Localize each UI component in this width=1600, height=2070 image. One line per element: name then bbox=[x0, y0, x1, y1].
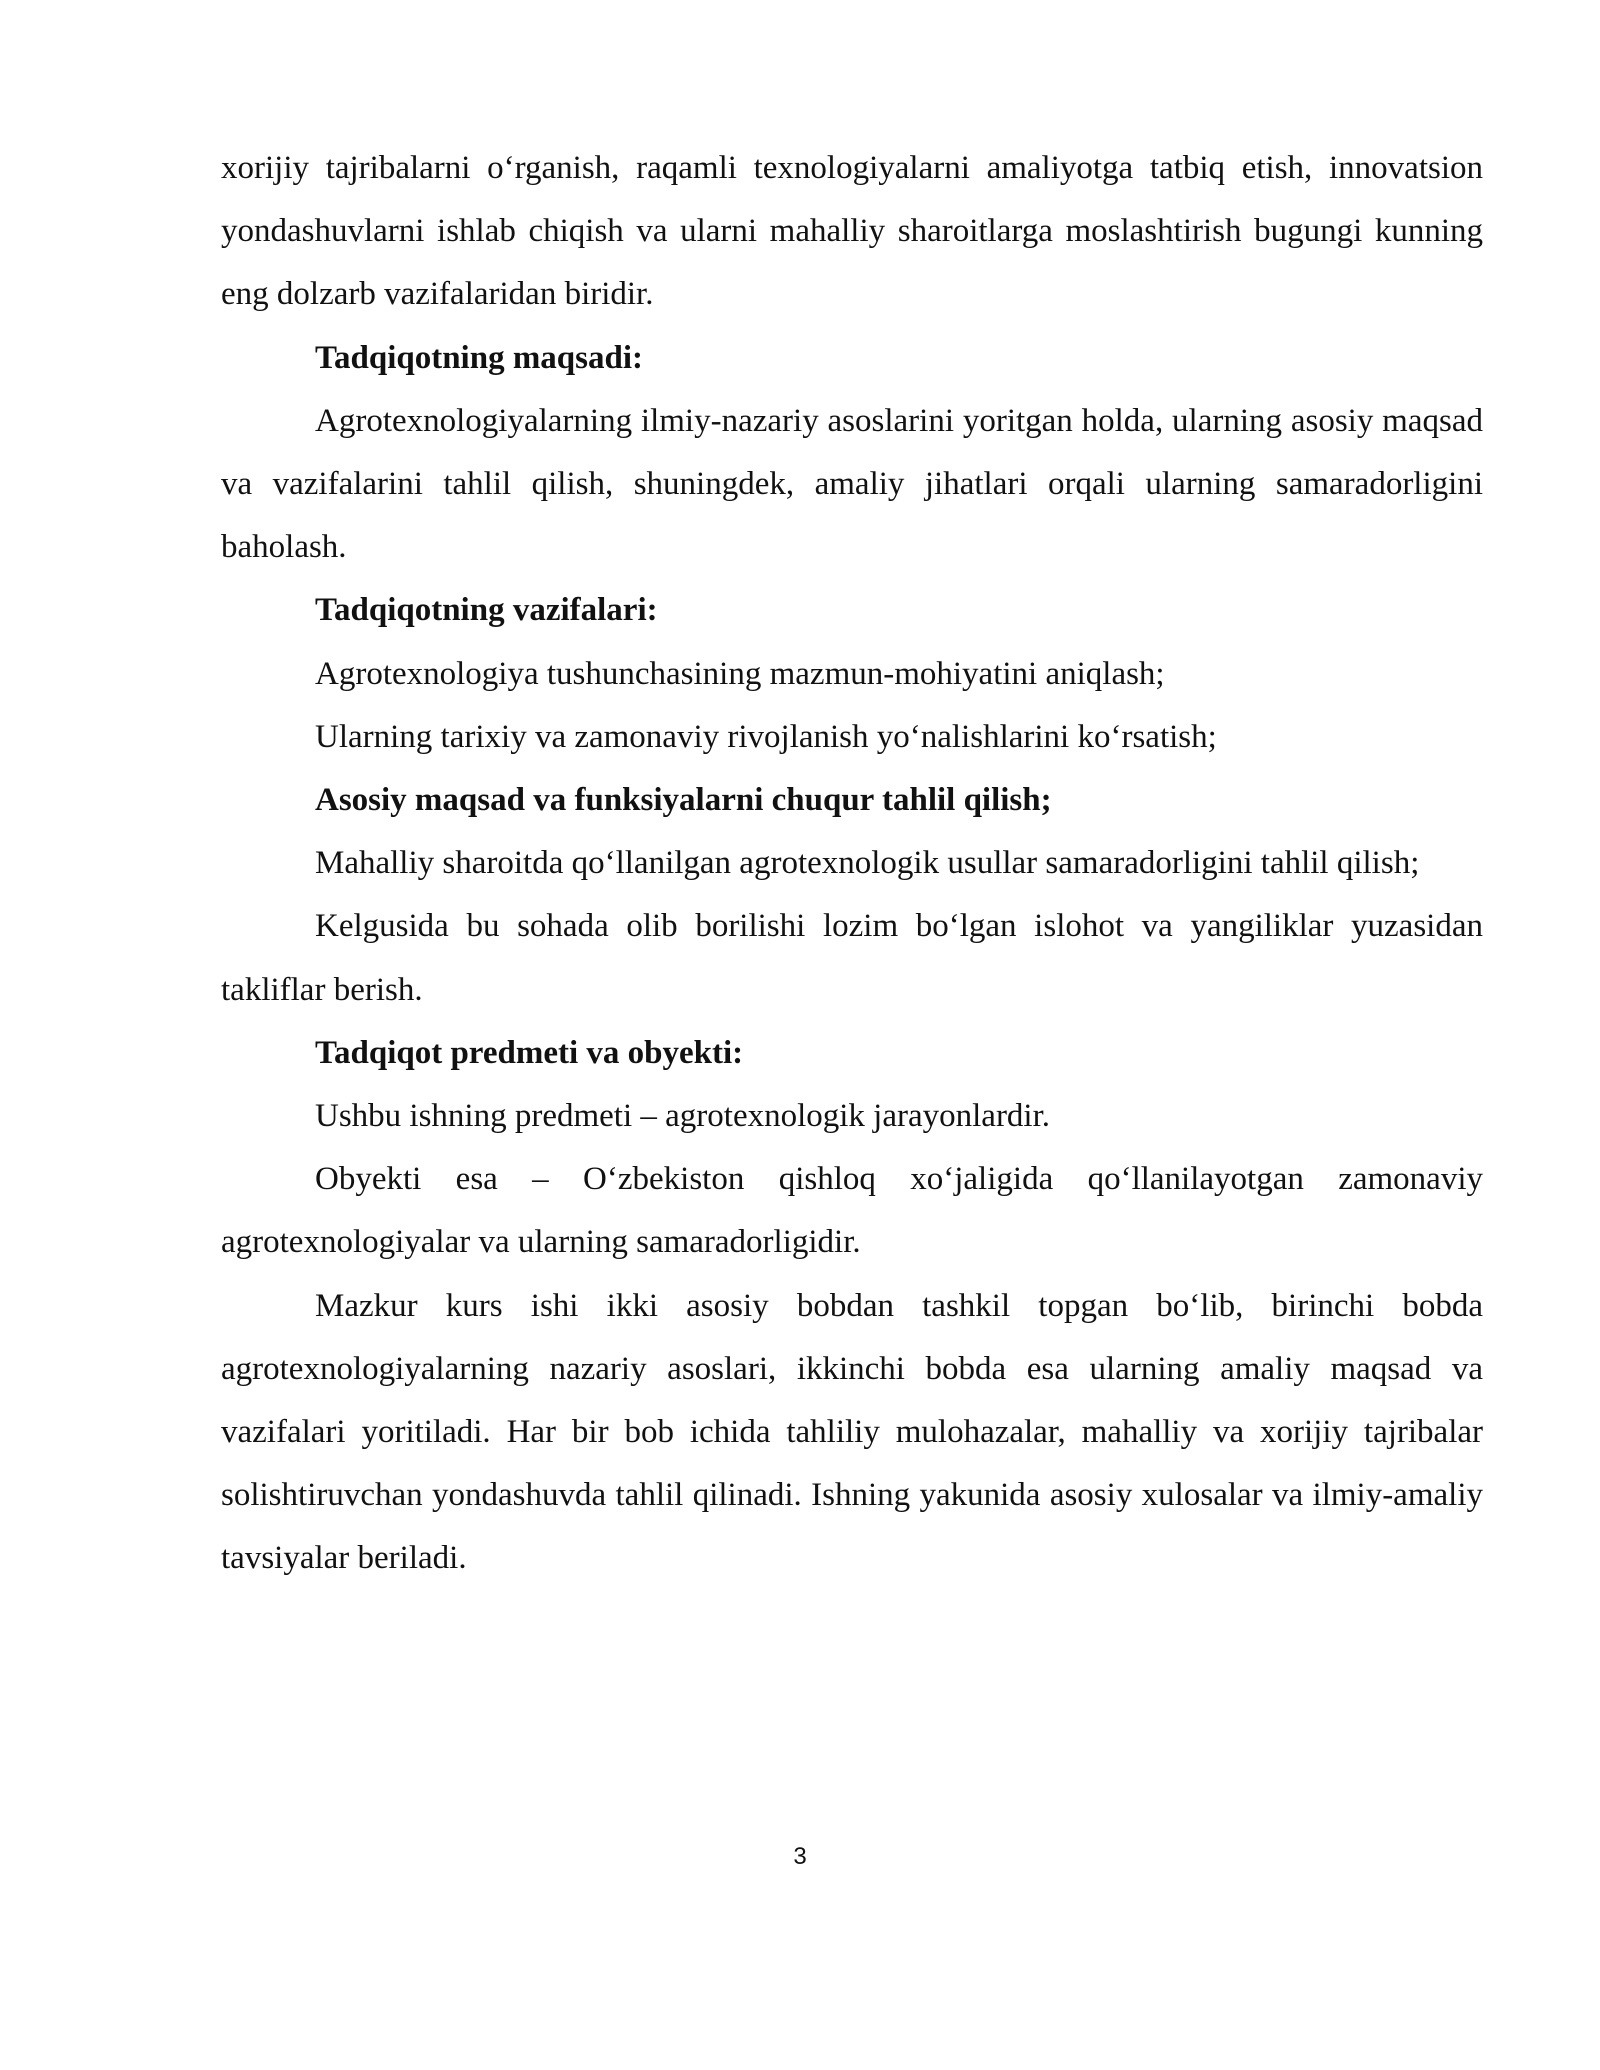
paragraph-subject: Ushbu ishning predmeti – agrotexnologik jarayonlardir. bbox=[315, 1098, 1051, 1135]
body-text bbox=[221, 137, 1483, 1591]
task-item-1: Agrotexnologiya tushunchasining mazmun-mohiyatini aniqlash; bbox=[315, 655, 1165, 692]
task-item-2: Ularning tarixiy va zamonaviy rivojlanish yo‘nalishlarini ko‘rsatish; bbox=[315, 718, 1217, 755]
heading-research-tasks: Tadqiqotning vazifalari: bbox=[315, 592, 658, 629]
heading-subject-object: Tadqiqot predmeti va obyekti: bbox=[315, 1034, 744, 1071]
page-number: 3 bbox=[793, 1843, 807, 1870]
task-item-3-bold: Asosiy maqsad va funksiyalarni chuqur tahlil qilish; bbox=[315, 782, 1052, 819]
paragraph-research-goal: Agrotexnologiyalarning ilmiy-nazariy asoslarini yoritgan holda, ularning asosiy maqsad va vazifalarini tahlil qilish, shuningdek, amaliy jihatlari orqali ularning samaradorligini baholash. bbox=[221, 402, 1483, 566]
task-item-5: Kelgusida bu sohada olib borilishi lozim bo‘lgan islohot va yangiliklar yuzasidan takliflar berish. bbox=[221, 908, 1483, 1008]
paragraph-structure: Mazkur kurs ishi ikki asosiy bobdan tashkil topgan bo‘lib, birinchi bobda agrotexnologiyalarning nazariy asoslari, ikkinchi bobda esa ularning amaliy maqsad va vazifalari yoritiladi. Har bir bob ichida tahliliy mulohazalar, mahalliy va xorijiy tajribalar solishtiruvchan yondashuvda tahlil qilinadi. Ishning yakunida asosiy xulosalar va ilmiy-amaliy tavsiyalar beriladi. bbox=[221, 1287, 1483, 1577]
paragraph-intro-continuation: xorijiy tajribalarni o‘rganish, raqamli texnologiyalarni amaliyotga tatbiq etish, innovatsion yondashuvlarni ishlab chiqish va ularni mahalliy sharoitlarga moslashtirish bugungi kunning eng dolzarb vazifalaridan biridir. bbox=[221, 150, 1483, 313]
heading-research-goal: Tadqiqotning maqsadi: bbox=[315, 339, 644, 376]
paragraph-object: Obyekti esa – O‘zbekiston qishloq xo‘jaligida qo‘llanilayotgan zamonaviy agrotexnologiyalar va ularning samaradorligidir. bbox=[221, 1161, 1483, 1261]
task-item-4: Mahalliy sharoitda qo‘llanilgan agrotexnologik usullar samaradorligini tahlil qilish; bbox=[315, 845, 1420, 882]
